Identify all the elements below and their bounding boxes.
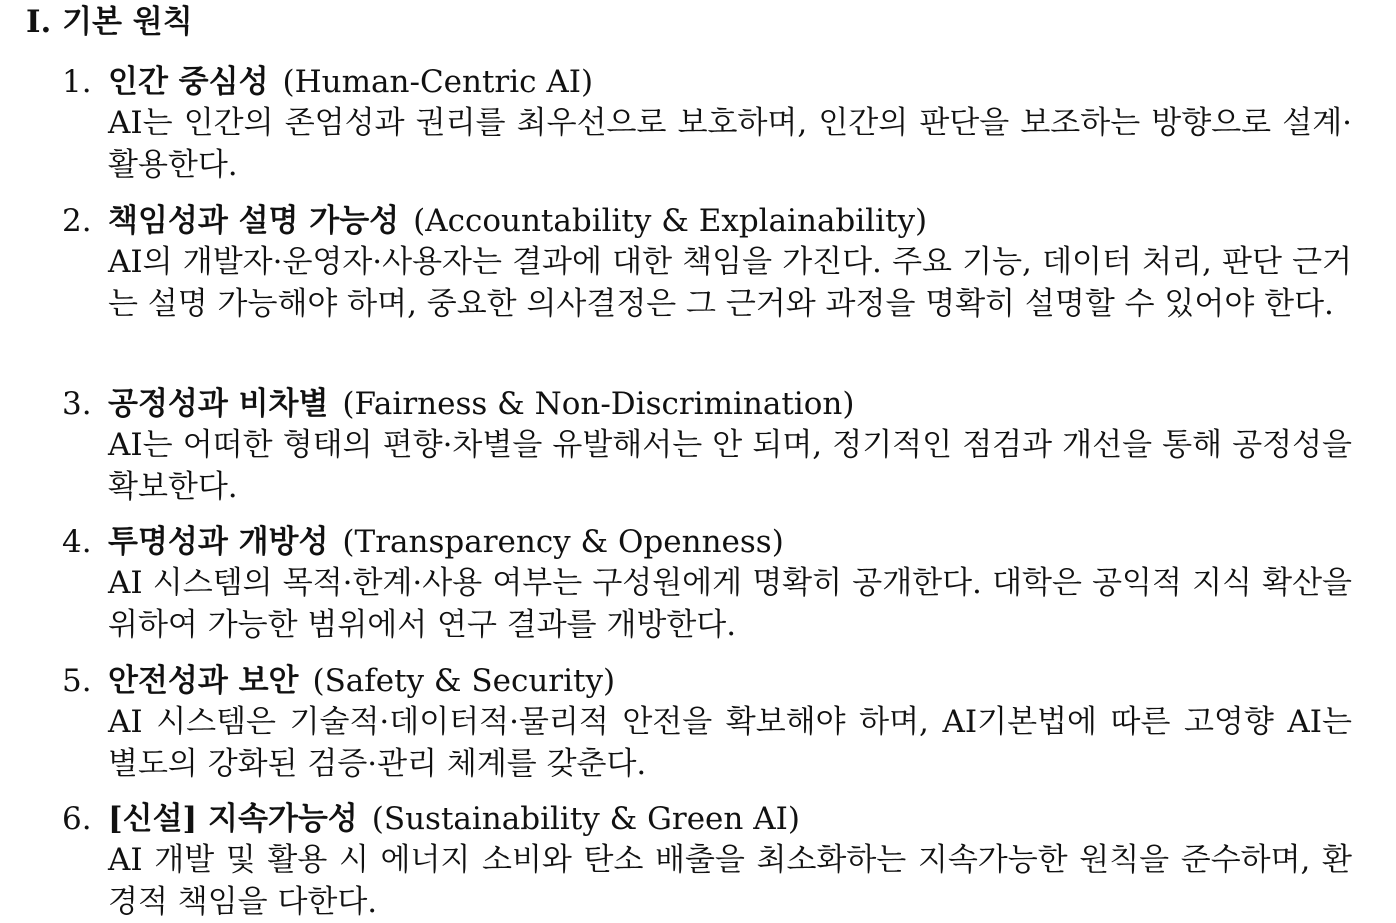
principle-sustainability (62, 799, 1352, 923)
principle-title-en: (Human-Centric AI) (282, 64, 594, 100)
principle-body: AI의 개발자·운영자·사용자는 결과에 대한 책임을 가진다. 주요 기능, 데이터 처리, 판단 근거는 설명 가능해야 하며, 중요한 의사결정은 그 근거와 과정을 명확히 설명할 수 있어야 한다. (108, 244, 1352, 322)
principle-title-en: (Accountability & Explainability) (413, 203, 928, 239)
principle-title-ko: 인간 중심성 (108, 64, 269, 100)
principle-title-ko: 공정성과 비차별 (108, 386, 329, 422)
principle-heading (62, 62, 1352, 102)
principle-title-en: (Fairness & Non-Discrimination) (342, 386, 855, 422)
principle-heading (62, 661, 1352, 701)
principle-heading (62, 201, 1352, 241)
principle-transparency (62, 522, 1352, 646)
principle-safety (62, 661, 1352, 785)
principle-title-en: (Sustainability & Green AI) (371, 801, 800, 837)
principle-human-centric (62, 62, 1352, 186)
principle-number: 1. (62, 64, 92, 100)
principle-body: AI는 어떠한 형태의 편향·차별을 유발해서는 안 되며, 정기적인 점검과 개선을 통해 공정성을 확보한다. (108, 427, 1352, 505)
principle-title-ko: 책임성과 설명 가능성 (108, 203, 400, 239)
principle-heading (62, 522, 1352, 562)
principle-heading (62, 799, 1352, 839)
principle-title-ko: 투명성과 개방성 (108, 524, 329, 560)
principle-body: AI는 인간의 존엄성과 권리를 최우선으로 보호하며, 인간의 판단을 보조하는 방향으로 설계·활용한다. (108, 105, 1352, 183)
principle-number: 2. (62, 203, 92, 239)
principle-number: 5. (62, 663, 92, 699)
principle-number: 6. (62, 801, 92, 837)
principle-title-en: (Safety & Security) (312, 663, 616, 699)
principle-body: AI 시스템의 목적·한계·사용 여부는 구성원에게 명확히 공개한다. 대학은 공익적 지식 확산을 위하여 가능한 범위에서 연구 결과를 개방한다. (108, 565, 1352, 643)
section-title: Ⅰ. 기본 원칙 (26, 4, 193, 40)
principle-fairness (62, 384, 1352, 508)
principle-title-ko: 안전성과 보안 (108, 663, 299, 699)
principle-accountability (62, 201, 1352, 325)
principle-heading (62, 384, 1352, 424)
principle-title-ko: [신설] 지속가능성 (108, 801, 358, 837)
principle-body: AI 시스템은 기술적·데이터적·물리적 안전을 확보해야 하며, AI기본법에 따른 고영향 AI는 별도의 강화된 검증·관리 체계를 갖춘다. (108, 704, 1352, 782)
principle-number: 3. (62, 386, 92, 422)
principle-body: AI 개발 및 활용 시 에너지 소비와 탄소 배출을 최소화하는 지속가능한 원칙을 준수하며, 환경적 책임을 다한다. (108, 842, 1352, 920)
principle-number: 4. (62, 524, 92, 560)
principle-title-en: (Transparency & Openness) (342, 524, 784, 560)
